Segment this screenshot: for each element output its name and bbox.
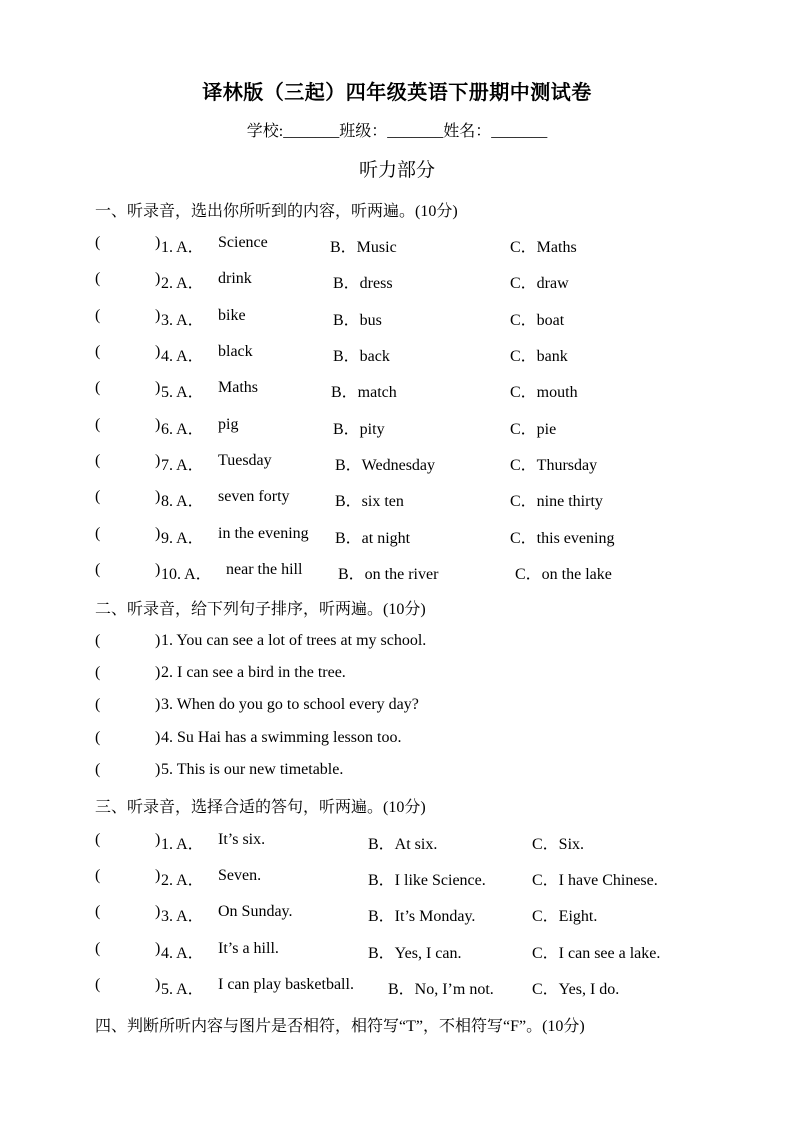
option-c: C．Maths xyxy=(510,239,577,256)
answer-bracket-open: ( xyxy=(95,940,101,957)
answer-bracket-close: ) xyxy=(155,632,161,649)
option-b: B．back xyxy=(333,348,390,365)
answer-bracket-open: ( xyxy=(95,452,101,469)
option-c: C．draw xyxy=(510,275,569,292)
answer-bracket-close: ) xyxy=(155,488,161,505)
answer-bracket-close: ) xyxy=(155,234,161,251)
option-b: B．Wednesday xyxy=(335,457,436,474)
answer-bracket-open: ( xyxy=(95,761,101,778)
sentence-text: 3. When do you go to school every day? xyxy=(161,696,419,713)
part3-row xyxy=(95,831,735,853)
section-heading-listening: 听力部分 xyxy=(358,160,435,181)
option-c: C．Yes, I do. xyxy=(532,981,620,998)
question-number: 5. A． xyxy=(161,384,204,401)
exam-title: 译林版（三起）四年级英语下册期中测试卷 xyxy=(202,82,592,104)
option-b: B．I like Science. xyxy=(368,872,486,889)
answer-bracket-open: ( xyxy=(95,343,101,360)
part2-row xyxy=(95,632,735,654)
option-c: C．mouth xyxy=(510,384,578,401)
part3-row xyxy=(95,867,735,889)
part1-row xyxy=(95,488,735,510)
answer-bracket-close: ) xyxy=(155,525,161,542)
answer-bracket-open: ( xyxy=(95,525,101,542)
question-number: 7. A． xyxy=(161,457,204,474)
option-b: B．match xyxy=(331,384,397,401)
answer-bracket-open: ( xyxy=(95,903,101,920)
answer-bracket-open: ( xyxy=(95,696,101,713)
answer-bracket-close: ) xyxy=(155,831,161,848)
question-number: 1. A． xyxy=(161,239,204,256)
option-c: C．this evening xyxy=(510,530,615,547)
part1-row xyxy=(95,270,735,292)
part2-row xyxy=(95,664,735,686)
option-b: B．pity xyxy=(333,421,385,438)
part3-title: 三、听录音，选择合适的答句，听两遍。(10分) xyxy=(95,799,426,816)
answer-bracket-open: ( xyxy=(95,831,101,848)
answer-bracket-close: ) xyxy=(155,903,161,920)
question-number: 5. A． xyxy=(161,981,204,998)
option-a: Seven. xyxy=(218,867,262,884)
option-c: C．pie xyxy=(510,421,557,438)
answer-bracket-close: ) xyxy=(155,867,161,884)
option-c: C．Thursday xyxy=(510,457,598,474)
student-info-line: 学校:_______班级：_______姓名：_______ xyxy=(246,123,548,140)
part2-row xyxy=(95,761,735,783)
answer-bracket-close: ) xyxy=(155,561,161,578)
answer-bracket-open: ( xyxy=(95,379,101,396)
answer-bracket-close: ) xyxy=(155,761,161,778)
option-b: B．dress xyxy=(333,275,393,292)
part1-row xyxy=(95,416,735,438)
option-b: B．At six. xyxy=(368,836,438,853)
answer-bracket-open: ( xyxy=(95,664,101,681)
option-b: B．Music xyxy=(330,239,397,256)
part3-row xyxy=(95,976,735,998)
answer-bracket-open: ( xyxy=(95,632,101,649)
option-a: Maths xyxy=(218,379,258,396)
option-a: I can play basketball. xyxy=(218,976,354,993)
option-a: seven forty xyxy=(218,488,290,505)
part1-row xyxy=(95,452,735,474)
option-a: It’s a hill. xyxy=(218,940,279,957)
answer-bracket-open: ( xyxy=(95,416,101,433)
option-c: C．I have Chinese. xyxy=(532,872,658,889)
option-c: C．Six. xyxy=(532,836,585,853)
answer-bracket-close: ) xyxy=(155,976,161,993)
question-number: 2. A． xyxy=(161,872,204,889)
answer-bracket-close: ) xyxy=(155,696,161,713)
part1-row xyxy=(95,343,735,365)
question-number: 3. A． xyxy=(161,312,204,329)
sentence-text: 1. You can see a lot of trees at my school. xyxy=(161,632,427,649)
question-number: 4. A． xyxy=(161,945,204,962)
answer-bracket-close: ) xyxy=(155,270,161,287)
option-a: Science xyxy=(218,234,268,251)
question-number: 4. A． xyxy=(161,348,204,365)
part1-row xyxy=(95,525,735,547)
option-b: B．bus xyxy=(333,312,382,329)
answer-bracket-open: ( xyxy=(95,270,101,287)
question-number: 3. A． xyxy=(161,908,204,925)
answer-bracket-open: ( xyxy=(95,307,101,324)
sentence-text: 2. I can see a bird in the tree. xyxy=(161,664,346,681)
part1-title: 一、听录音，选出你所听到的内容，听两遍。(10分) xyxy=(95,203,458,220)
option-a: On Sunday. xyxy=(218,903,293,920)
part1-row xyxy=(95,307,735,329)
option-a: in the evening xyxy=(218,525,309,542)
question-number: 2. A． xyxy=(161,275,204,292)
option-a: drink xyxy=(218,270,252,287)
answer-bracket-close: ) xyxy=(155,664,161,681)
part2-title: 二、听录音，给下列句子排序，听两遍。(10分) xyxy=(95,601,426,618)
question-number: 1. A． xyxy=(161,836,204,853)
answer-bracket-close: ) xyxy=(155,307,161,324)
option-a: pig xyxy=(218,416,239,433)
option-c: C．on the lake xyxy=(515,566,612,583)
answer-bracket-close: ) xyxy=(155,452,161,469)
option-a: It’s six. xyxy=(218,831,266,848)
part3-row xyxy=(95,940,735,962)
answer-bracket-close: ) xyxy=(155,379,161,396)
answer-bracket-close: ) xyxy=(155,343,161,360)
option-a: bike xyxy=(218,307,246,324)
option-c: C．I can see a lake. xyxy=(532,945,661,962)
answer-bracket-close: ) xyxy=(155,940,161,957)
option-b: B．It’s Monday. xyxy=(368,908,476,925)
answer-bracket-open: ( xyxy=(95,867,101,884)
part2-row xyxy=(95,696,735,718)
answer-bracket-open: ( xyxy=(95,234,101,251)
option-b: B．on the river xyxy=(338,566,439,583)
answer-bracket-close: ) xyxy=(155,416,161,433)
answer-bracket-open: ( xyxy=(95,488,101,505)
part4-title: 四、判断所听内容与图片是否相符，相符写“T”，不相符写“F”。(10分) xyxy=(95,1018,585,1035)
question-number: 8. A． xyxy=(161,493,204,510)
option-c: C．bank xyxy=(510,348,568,365)
option-a: Tuesday xyxy=(218,452,272,469)
option-a: black xyxy=(218,343,253,360)
option-b: B．Yes, I can. xyxy=(368,945,462,962)
answer-bracket-open: ( xyxy=(95,561,101,578)
question-number: 10. A． xyxy=(161,566,212,583)
part1-row xyxy=(95,561,735,583)
question-number: 6. A． xyxy=(161,421,204,438)
part3-row xyxy=(95,903,735,925)
part1-row xyxy=(95,234,735,256)
option-c: C．boat xyxy=(510,312,565,329)
option-a: near the hill xyxy=(226,561,303,578)
option-c: C．nine thirty xyxy=(510,493,603,510)
option-b: B．six ten xyxy=(335,493,404,510)
option-b: B．at night xyxy=(335,530,411,547)
answer-bracket-open: ( xyxy=(95,976,101,993)
sentence-text: 4. Su Hai has a swimming lesson too. xyxy=(161,729,402,746)
sentence-text: 5. This is our new timetable. xyxy=(161,761,344,778)
answer-bracket-close: ) xyxy=(155,729,161,746)
answer-bracket-open: ( xyxy=(95,729,101,746)
part2-row xyxy=(95,729,735,751)
option-b: B．No, I’m not. xyxy=(388,981,494,998)
question-number: 9. A． xyxy=(161,530,204,547)
part1-row xyxy=(95,379,735,401)
option-c: C．Eight. xyxy=(532,908,598,925)
